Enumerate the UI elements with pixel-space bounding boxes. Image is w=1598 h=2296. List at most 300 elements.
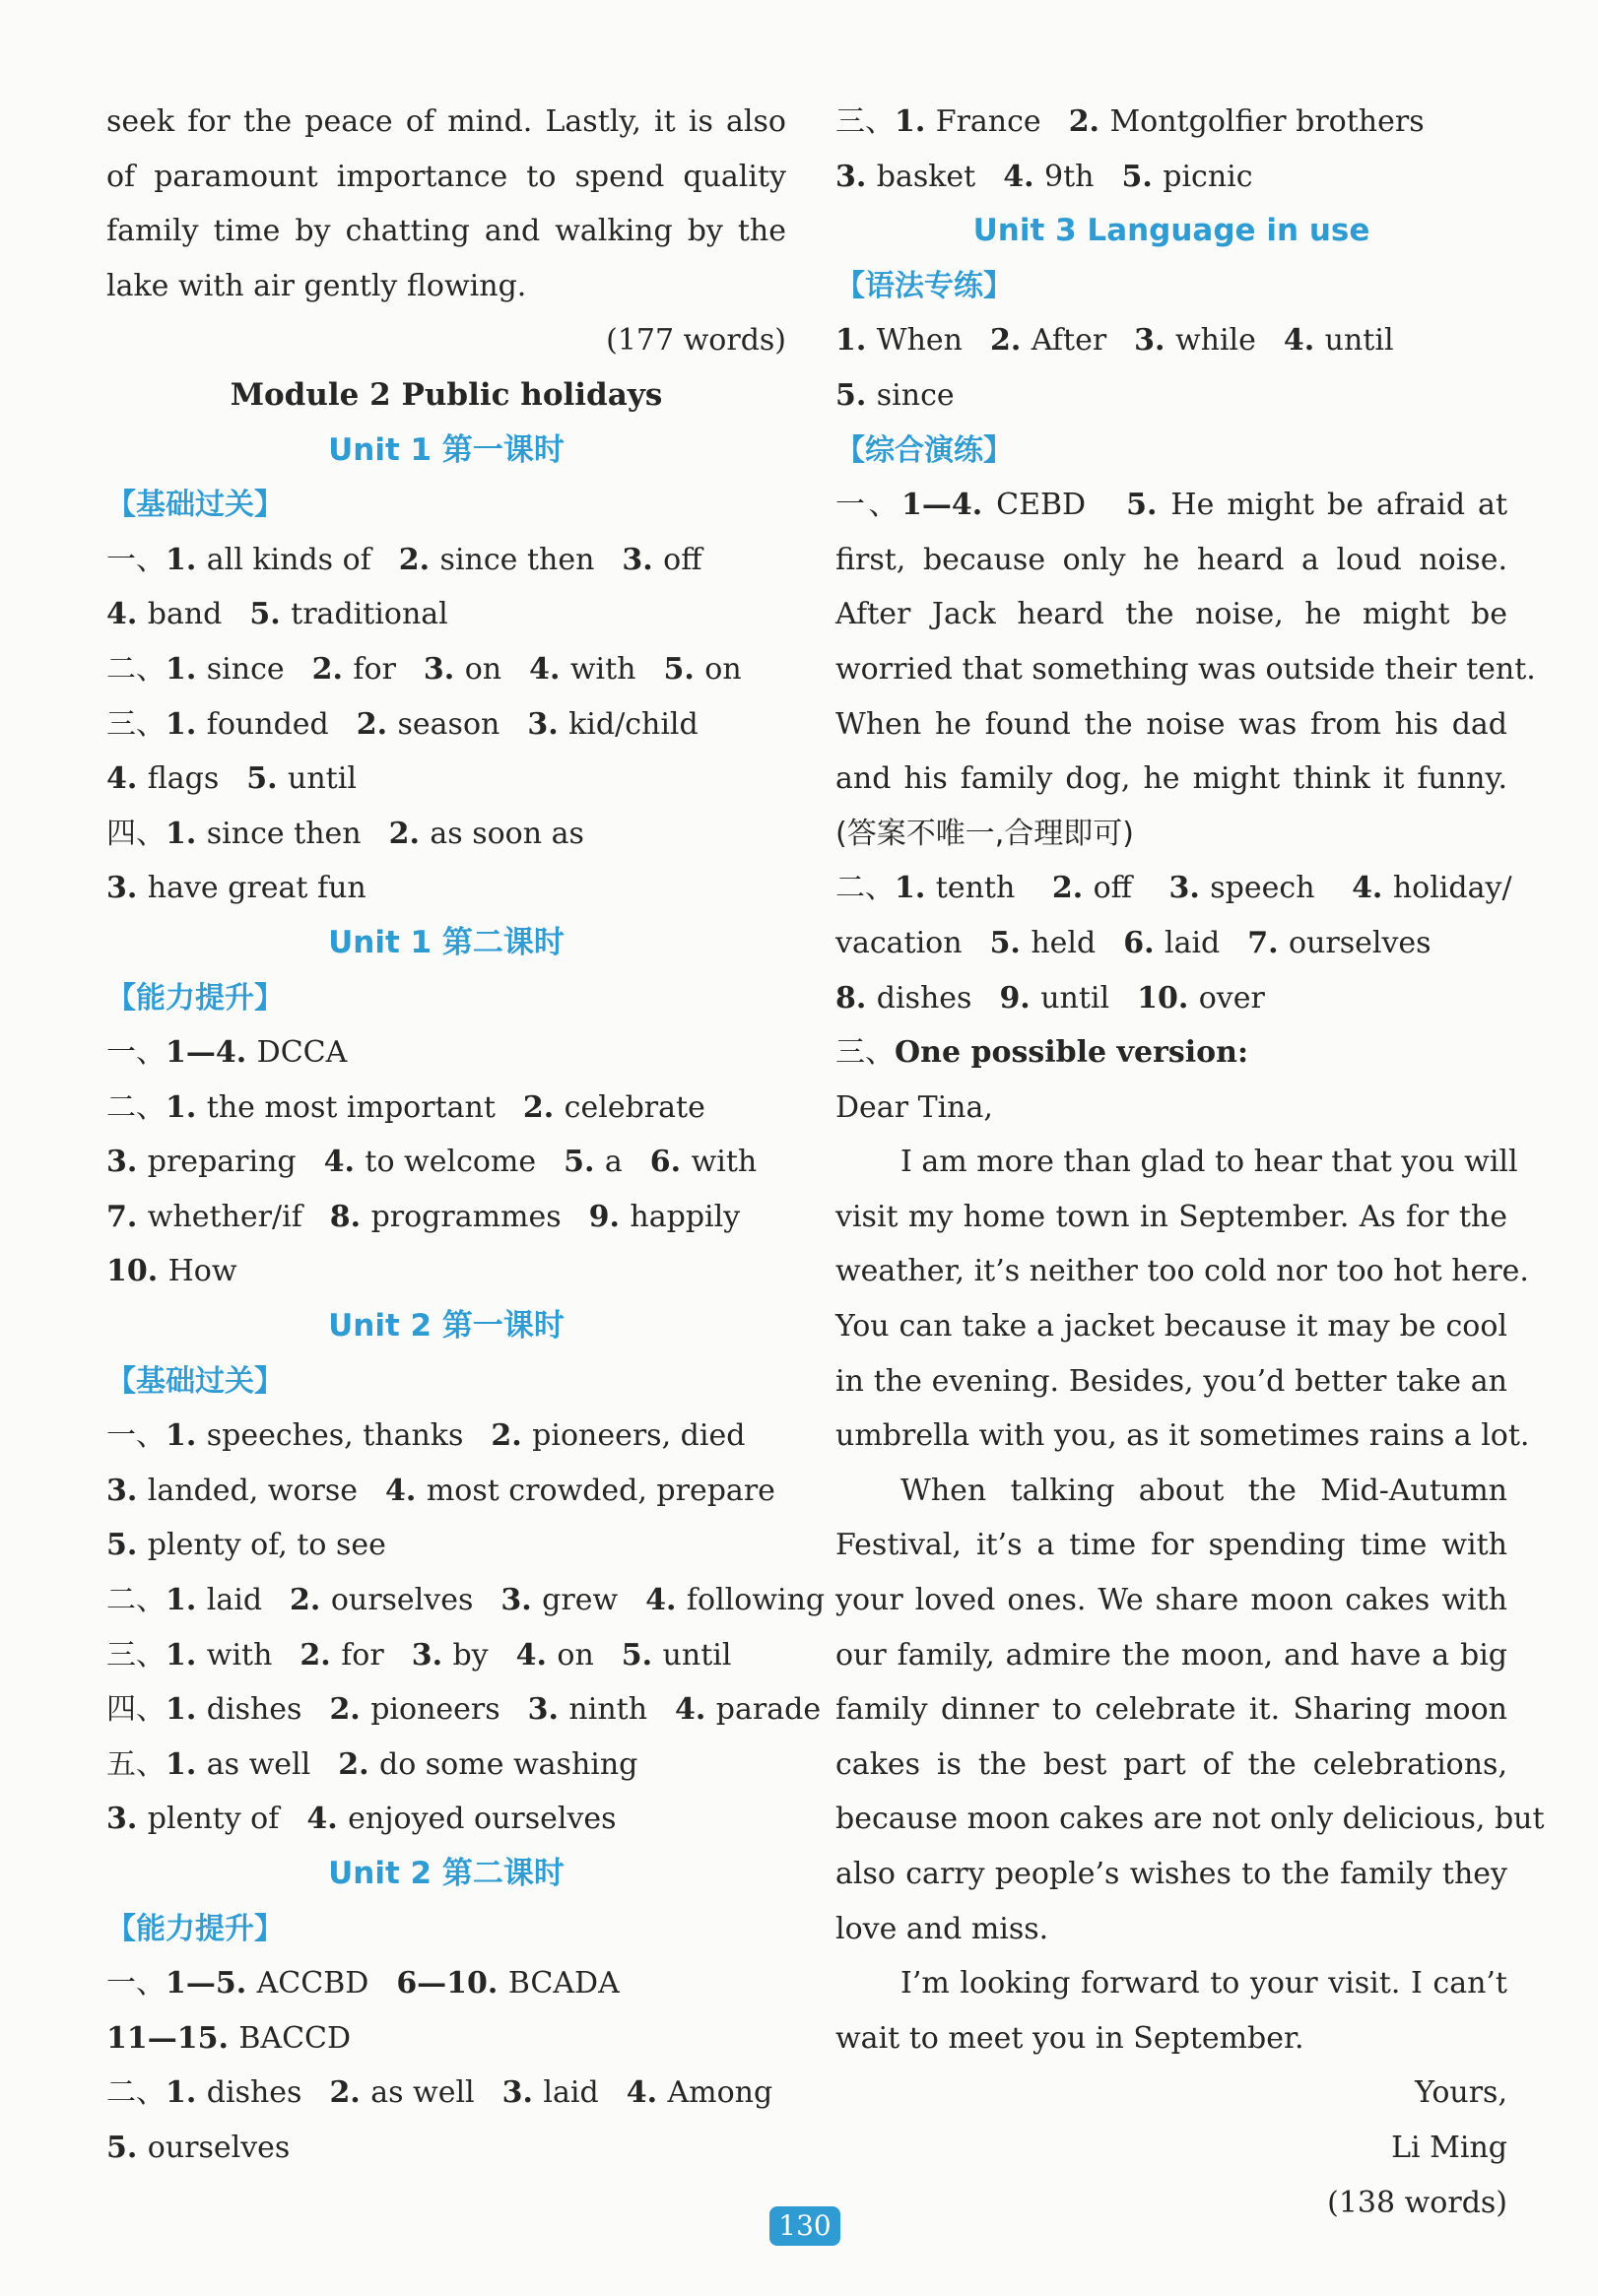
answer-number: 5. xyxy=(989,925,1032,960)
answer-line xyxy=(106,1738,786,1793)
answer-item xyxy=(1134,323,1256,358)
section-numeral: 三、 xyxy=(835,1035,895,1071)
answer-text: Montgolfier brothers xyxy=(1109,104,1425,139)
answer-line xyxy=(106,2066,786,2121)
section-numeral: 二、 xyxy=(106,1089,166,1125)
answer-number: 4. xyxy=(529,651,570,687)
answer-line xyxy=(106,2121,786,2176)
answer-number: 3. xyxy=(423,651,465,687)
answer-text: until xyxy=(288,761,357,797)
answer-text: laid xyxy=(1164,925,1221,960)
section-numeral: 三、 xyxy=(106,706,166,742)
answer-number: 2. xyxy=(990,323,1032,359)
answer-text: tenth xyxy=(935,871,1016,906)
answer-line xyxy=(835,478,1507,533)
answer-number: 6—10. xyxy=(396,1966,508,2001)
answer-text: vacation xyxy=(835,925,963,960)
answer-number: 1. xyxy=(166,1089,207,1125)
answer-text: do some washing xyxy=(378,1746,638,1782)
answer-text: Among xyxy=(667,2075,773,2111)
answer-item xyxy=(290,1583,473,1617)
body-text-line: our family, admire the moon, and have a big xyxy=(835,1637,1507,1673)
answer-text: flags xyxy=(147,761,220,797)
answer-text: pioneers xyxy=(370,1692,500,1728)
body-text-line: weather, it’s neither too cold nor too hot here. xyxy=(835,1254,1529,1289)
answer-number: 7. xyxy=(1247,925,1290,960)
answer-text: dishes xyxy=(206,1692,302,1728)
body-text-line: worried that something was outside their tent. xyxy=(835,651,1536,687)
body-text-line: wait to meet you in September. xyxy=(835,2020,1304,2056)
body-text-line: visit my home town in September. As for the xyxy=(835,1199,1507,1234)
answer-number: 1. xyxy=(166,651,207,687)
body-text-line: first, because only he heard a loud noise. xyxy=(835,542,1507,577)
answer-text: pioneers, died xyxy=(532,1418,746,1454)
answer-text: CEBD xyxy=(996,488,1087,523)
answer-line xyxy=(106,2011,786,2066)
answer-number: 3. xyxy=(106,1473,148,1508)
answer-text: parade xyxy=(715,1692,822,1728)
answer-number: 1. xyxy=(166,1583,207,1618)
answer-text: since xyxy=(876,377,955,413)
answer-number: 4. xyxy=(1352,871,1393,906)
unit-heading: Unit 2 第二课时 xyxy=(328,1856,565,1891)
body-text-line: in the evening. Besides, you’d better take an xyxy=(835,1363,1507,1399)
answer-number: 11—15. xyxy=(106,2020,239,2056)
body-text-line: When he found the noise was from his dad xyxy=(835,706,1507,742)
answer-line xyxy=(106,1628,786,1683)
answer-item xyxy=(106,761,219,796)
answer-item xyxy=(491,1418,745,1453)
answer-item xyxy=(324,1145,537,1179)
answer-text: as well xyxy=(206,1746,311,1782)
section-numeral: 四、 xyxy=(106,816,166,851)
body-text-line: After Jack heard the noise, he might be xyxy=(835,597,1507,632)
answer-text: programmes xyxy=(370,1199,562,1234)
body-text-line: seek for the peace of mind. Lastly, it is also xyxy=(106,104,786,139)
answer-number: 1. xyxy=(166,1637,207,1673)
right-aligned-line: Yours, xyxy=(1415,2075,1507,2111)
answer-item xyxy=(389,817,584,851)
answer-item xyxy=(999,981,1109,1016)
answer-number: 4. xyxy=(106,761,148,797)
answer-item xyxy=(622,543,701,577)
answer-text: enjoyed ourselves xyxy=(348,1802,617,1837)
paragraph-start-line: When talking about the Mid-Autumn xyxy=(900,1473,1507,1508)
answer-item xyxy=(664,652,742,687)
answer-text: whether/if xyxy=(147,1199,302,1234)
answer-number: 3. xyxy=(106,1145,148,1180)
answer-text: ourselves xyxy=(1289,925,1432,960)
answer-number: 2. xyxy=(1068,104,1110,139)
answer-text: How xyxy=(167,1254,237,1289)
section-numeral: 一、 xyxy=(106,1966,166,2001)
answer-item xyxy=(329,2075,474,2110)
answer-text: held xyxy=(1031,925,1097,960)
answer-number: 5. xyxy=(564,1145,605,1180)
body-text-line: and his family dog, he might think it funny. xyxy=(835,761,1507,797)
paragraph-start-line: I’m looking forward to your visit. I can’t xyxy=(900,1966,1507,2001)
answer-item xyxy=(329,1692,499,1727)
answer-item xyxy=(835,378,955,413)
answer-text: have great fun xyxy=(147,871,366,906)
answer-line xyxy=(106,1025,786,1081)
answer-text: with xyxy=(206,1637,273,1673)
answer-item xyxy=(835,926,963,960)
answer-number: 5. xyxy=(835,377,877,413)
answer-number: 2. xyxy=(398,542,440,577)
answer-line xyxy=(106,1792,786,1847)
answer-line xyxy=(106,697,786,753)
answer-number: 5. xyxy=(621,1637,663,1673)
section-tag: 【能力提升】 xyxy=(106,980,284,1016)
answer-number: 1. xyxy=(166,1746,207,1782)
answer-item xyxy=(1169,871,1315,905)
answer-item xyxy=(675,1692,821,1727)
body-text-line: love and miss. xyxy=(835,1911,1049,1946)
answer-text: all kinds of xyxy=(206,542,371,577)
answer-line xyxy=(835,313,1507,368)
answer-number: 5. xyxy=(106,1528,148,1563)
answer-text: until xyxy=(1324,323,1394,359)
body-text-line: also carry people’s wishes to the family they xyxy=(835,1857,1507,1891)
answer-item xyxy=(1126,488,1507,522)
answer-number: 4. xyxy=(515,1637,558,1673)
answer-line xyxy=(835,368,1507,424)
answer-text: until xyxy=(1040,980,1110,1016)
answer-item xyxy=(1121,160,1252,194)
answer-item xyxy=(412,1638,489,1673)
answer-number: 2. xyxy=(356,706,398,742)
section-numeral: 二、 xyxy=(106,651,166,687)
answer-text: happily xyxy=(630,1199,741,1234)
answer-item xyxy=(627,2075,772,2110)
answer-number: 6. xyxy=(649,1145,692,1180)
answer-line xyxy=(835,95,1507,150)
body-text-line: your loved ones. We share moon cakes with xyxy=(835,1583,1507,1618)
section-numeral: 二、 xyxy=(106,2075,166,2111)
answer-text: a xyxy=(604,1145,623,1180)
answer-text: plenty of xyxy=(147,1802,280,1837)
answer-text: founded xyxy=(206,706,329,742)
answer-number: 7. xyxy=(106,1199,148,1234)
answer-text: ourselves xyxy=(330,1583,474,1618)
answer-number: 4. xyxy=(306,1802,349,1837)
section-heading-line xyxy=(835,1025,1507,1081)
answer-line xyxy=(106,533,786,588)
answer-text: most crowded, prepare xyxy=(426,1473,775,1508)
answer-item xyxy=(1137,981,1265,1016)
answer-text: preparing xyxy=(147,1145,297,1180)
answer-line xyxy=(106,1573,826,1628)
answer-text: landed, worse xyxy=(147,1473,359,1508)
unit-heading: Unit 1 第一课时 xyxy=(328,431,565,468)
module-title: Module 2 Public holidays xyxy=(230,376,663,413)
answer-item xyxy=(106,1474,358,1508)
answer-line xyxy=(106,1190,786,1245)
answer-number: 4. xyxy=(645,1583,687,1618)
unit-heading: Unit 2 第一课时 xyxy=(328,1308,565,1345)
answer-text: on xyxy=(557,1637,594,1673)
answer-number: 5. xyxy=(246,761,289,797)
answer-number: 1. xyxy=(166,2075,207,2111)
answer-text: over xyxy=(1198,980,1265,1016)
section-tag: 【能力提升】 xyxy=(106,1911,284,1946)
answer-item xyxy=(106,2131,290,2165)
section-numeral: 一、 xyxy=(106,1035,166,1071)
answer-text: to welcome xyxy=(365,1145,537,1180)
answer-line xyxy=(835,916,1507,971)
answer-item xyxy=(106,1254,237,1288)
answer-item xyxy=(166,707,329,742)
section-numeral: 三、 xyxy=(835,104,895,139)
answer-item xyxy=(1003,160,1094,194)
answer-text: speeches, thanks xyxy=(206,1418,464,1454)
body-text-line: You can take a jacket because it may be cool xyxy=(835,1309,1507,1345)
unit-heading: Unit 3 Language in use xyxy=(972,213,1370,249)
answer-number: 1—4. xyxy=(166,1035,257,1071)
answer-item xyxy=(835,160,975,194)
answer-item xyxy=(835,981,971,1016)
answer-text: dishes xyxy=(876,980,972,1016)
answer-item xyxy=(166,1418,463,1453)
answer-text: plenty of, to see xyxy=(147,1528,386,1563)
answer-line xyxy=(106,587,786,642)
answer-text: BCADA xyxy=(507,1966,620,2001)
answer-text: kid/child xyxy=(568,706,699,742)
answer-text: traditional xyxy=(291,597,448,632)
answer-number: 4. xyxy=(385,1473,427,1508)
answer-number: 9. xyxy=(999,980,1041,1016)
answer-number: 2. xyxy=(522,1089,565,1125)
answer-item xyxy=(330,1200,562,1234)
answer-item xyxy=(106,1528,386,1562)
answer-number: 1—4. xyxy=(901,488,997,523)
answer-number: 1. xyxy=(166,1418,207,1454)
answer-text: laid xyxy=(543,2075,599,2111)
answer-line xyxy=(106,1081,786,1136)
answer-item xyxy=(166,1583,262,1617)
answer-number: 2. xyxy=(1051,871,1094,906)
answer-text: France xyxy=(935,104,1041,139)
right-column xyxy=(835,95,1545,2230)
answer-item xyxy=(895,104,1041,139)
answer-text: on xyxy=(464,651,502,687)
answer-line xyxy=(106,1135,786,1190)
answer-text: After xyxy=(1031,323,1107,359)
answer-text: dishes xyxy=(206,2075,302,2111)
section-numeral: 二、 xyxy=(835,871,895,906)
answer-item xyxy=(166,1638,272,1673)
answer-item xyxy=(589,1200,741,1234)
answer-number: 4. xyxy=(323,1145,366,1180)
answer-number: 2. xyxy=(388,816,431,851)
answer-text: with xyxy=(691,1145,758,1180)
section-tag: 【基础过关】 xyxy=(106,488,284,523)
answer-number: 1. xyxy=(895,104,936,139)
answer-item xyxy=(249,597,447,631)
answer-item xyxy=(424,652,501,687)
answer-item xyxy=(106,1145,297,1179)
right-aligned-line: (177 words) xyxy=(606,323,786,359)
answer-item xyxy=(166,652,285,687)
section-numeral: 二、 xyxy=(106,1583,166,1618)
page-number: 130 xyxy=(769,2206,840,2246)
answer-number: 3. xyxy=(622,542,664,577)
answer-item xyxy=(396,1966,619,2001)
answer-number: 1. xyxy=(166,816,207,851)
answer-item xyxy=(306,1802,616,1836)
answer-item xyxy=(166,1966,368,2001)
answer-number: 5. xyxy=(249,597,292,632)
answer-item xyxy=(1069,104,1425,139)
answer-item xyxy=(645,1583,825,1617)
paragraph-start-line: I am more than glad to hear that you will xyxy=(900,1145,1518,1180)
right-aligned-line: Li Ming xyxy=(1391,2130,1507,2165)
answer-text: the most important xyxy=(206,1089,496,1125)
body-text-line: family dinner to celebrate it. Sharing moon xyxy=(835,1692,1507,1728)
answer-text: BACCD xyxy=(238,2020,352,2056)
answer-item xyxy=(1284,323,1394,358)
answer-number: 3. xyxy=(106,871,148,906)
answer-number: 2. xyxy=(329,1692,371,1728)
answer-item xyxy=(1352,871,1511,905)
answer-number: 3. xyxy=(527,706,569,742)
answer-item xyxy=(166,1692,301,1727)
answer-item xyxy=(502,2075,599,2110)
answer-number: 1. xyxy=(835,323,877,359)
answer-item xyxy=(106,1802,279,1836)
answer-text: ourselves xyxy=(147,2130,291,2165)
answer-text: grew xyxy=(542,1583,619,1618)
answer-number: 9. xyxy=(588,1199,631,1234)
answer-item xyxy=(622,1638,732,1673)
left-column xyxy=(106,95,826,2176)
section-numeral: 一、 xyxy=(106,1418,166,1454)
answer-text: basket xyxy=(876,159,976,194)
answer-item xyxy=(895,871,1015,905)
answer-number: 10. xyxy=(1137,980,1199,1016)
answer-item xyxy=(166,1035,347,1070)
answer-text: off xyxy=(663,542,702,577)
answer-number: 3. xyxy=(106,1802,148,1837)
answer-text: When xyxy=(876,323,963,359)
answer-number: 4. xyxy=(1283,323,1325,359)
answer-text: picnic xyxy=(1163,159,1253,194)
answer-item xyxy=(1247,926,1431,960)
answer-item xyxy=(990,926,1097,960)
answer-item xyxy=(106,597,222,631)
answer-text: until xyxy=(662,1637,732,1673)
body-text-line: cakes is the best part of the celebrations, xyxy=(835,1746,1507,1782)
body-text-line: of paramount importance to spend quality xyxy=(106,159,786,194)
answer-item xyxy=(1052,871,1132,905)
answer-number: 3. xyxy=(527,1692,569,1728)
answer-line xyxy=(106,1409,786,1464)
answer-item xyxy=(106,1200,302,1234)
answer-number: 1. xyxy=(895,871,936,906)
right-aligned-line: (138 words) xyxy=(1327,2185,1507,2220)
answer-text: band xyxy=(147,597,223,632)
answer-number: 10. xyxy=(106,1254,168,1289)
answer-item xyxy=(835,323,963,358)
answer-text: for xyxy=(353,651,396,687)
section-numeral: 一、 xyxy=(106,542,166,577)
answer-text: as soon as xyxy=(430,816,584,851)
answer-number: 4. xyxy=(106,597,148,632)
answer-line xyxy=(106,1464,786,1519)
answer-item xyxy=(246,761,357,796)
answer-text: since xyxy=(206,651,285,687)
answer-text: by xyxy=(452,1637,489,1673)
answer-text: DCCA xyxy=(256,1035,348,1071)
answer-item xyxy=(385,1474,775,1508)
answer-number: 5. xyxy=(663,651,705,687)
answer-item xyxy=(399,543,595,577)
body-text-line: Dear Tina, xyxy=(835,1089,993,1125)
answer-number: 4. xyxy=(1003,159,1045,194)
answer-text: for xyxy=(341,1637,384,1673)
answer-item xyxy=(166,543,371,577)
section-numeral: 四、 xyxy=(106,1692,166,1728)
body-text-line: because moon cakes are not only delicious, but xyxy=(835,1802,1545,1837)
answer-line xyxy=(835,861,1512,916)
answer-number: 3. xyxy=(1134,323,1175,359)
answer-text: since then xyxy=(439,542,595,577)
section-heading-text: One possible version: xyxy=(895,1035,1249,1071)
answer-number: 3. xyxy=(501,2075,544,2111)
section-numeral: 三、 xyxy=(106,1637,166,1673)
answer-item xyxy=(990,323,1106,358)
answer-text: ninth xyxy=(568,1692,648,1728)
note-line: (答案不唯一,合理即可) xyxy=(835,816,1134,851)
body-text-line: lake with air gently flowing. xyxy=(106,268,527,303)
answer-text: with xyxy=(569,651,636,687)
section-tag: 【语法专练】 xyxy=(835,268,1013,303)
answer-item xyxy=(312,652,396,687)
answer-number: 3. xyxy=(500,1583,543,1618)
answer-number: 2. xyxy=(338,1746,379,1782)
answer-number: 8. xyxy=(835,980,877,1016)
answer-line xyxy=(106,1682,822,1738)
answer-text: on xyxy=(704,651,742,687)
body-text-line: Festival, it’s a time for spending time with xyxy=(835,1528,1507,1563)
answer-text: since then xyxy=(206,816,362,851)
answer-item xyxy=(529,652,635,687)
answer-number: 2. xyxy=(300,1637,342,1673)
answer-text: off xyxy=(1093,871,1132,906)
answer-number: 4. xyxy=(675,1692,716,1728)
answer-number: 5. xyxy=(1121,159,1164,194)
answer-line xyxy=(835,150,1507,205)
section-tag: 【综合演练】 xyxy=(835,432,1013,468)
answer-item xyxy=(527,707,698,742)
answer-item xyxy=(166,1747,310,1782)
answer-line xyxy=(106,861,786,916)
answer-line xyxy=(106,752,786,807)
answer-text: season xyxy=(397,706,500,742)
answer-item xyxy=(500,1583,618,1617)
answer-item xyxy=(528,1692,647,1727)
answer-text: as well xyxy=(370,2075,475,2111)
answer-item xyxy=(338,1747,637,1782)
answer-number: 1. xyxy=(166,542,207,577)
section-numeral: 一、 xyxy=(835,488,901,523)
answer-item xyxy=(106,871,366,905)
answer-text: ACCBD xyxy=(256,1966,369,2001)
answer-item xyxy=(357,707,500,742)
answer-line xyxy=(835,971,1507,1026)
answer-text: speech xyxy=(1210,871,1315,906)
